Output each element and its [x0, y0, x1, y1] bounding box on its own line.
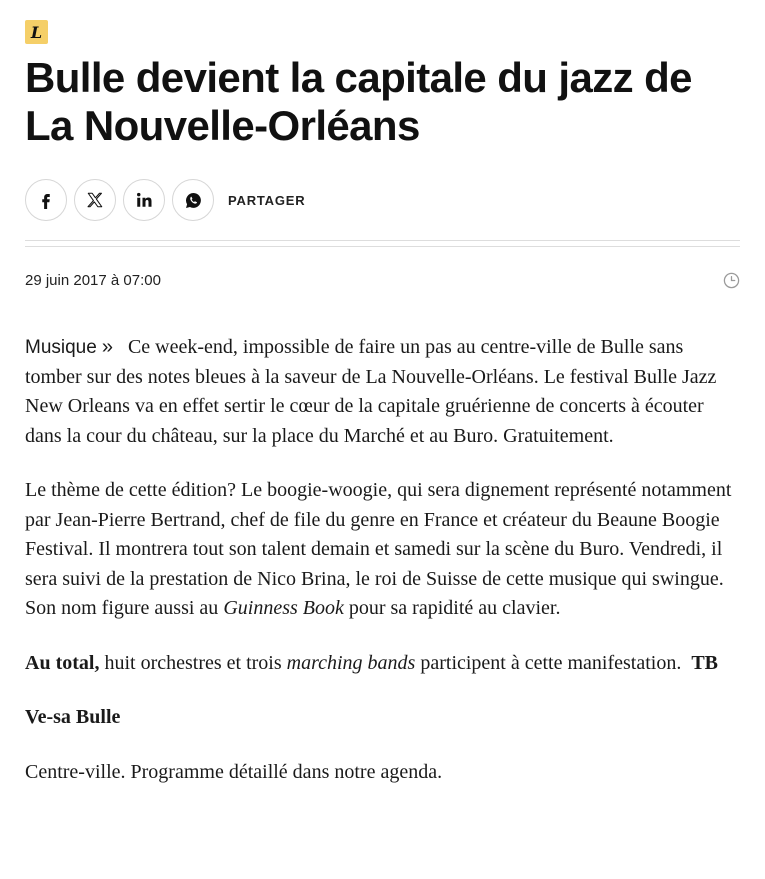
rubric-label[interactable]: Musique [25, 337, 97, 358]
article-body [25, 333, 743, 812]
paragraph-1-text: Ce week-end, impossible de faire un pas au centre-ville de Bulle sans tomber sur des notes bleues à la saveur de La Nouvelle-Orléans. Le festival Bulle Jazz New Orleans va en effet sertir le cœur de la capitale gruérienne de concerts à écouter dans la cour du château, sur la place du Marché et au Buro. Gratuitement. [25, 336, 717, 447]
paragraph-3-italic: marching bands [286, 651, 416, 674]
paragraph-3-text-1: huit orchestres et trois [104, 651, 282, 674]
linkedin-icon [135, 191, 153, 209]
event-dates: Ve-sa Bulle [25, 706, 121, 728]
paragraph-1 [25, 333, 743, 451]
paragraph-3-lead: Au total, [25, 651, 100, 674]
paragraph-2 [25, 476, 743, 624]
clock-icon [723, 272, 740, 289]
x-icon [86, 191, 104, 209]
rubric-separator: » [101, 336, 113, 358]
share-facebook-button[interactable] [25, 179, 67, 221]
event-info: Centre-ville. Programme détaillé dans notre agenda. [25, 760, 443, 783]
paragraph-3 [25, 649, 743, 679]
author-initials: TB [691, 651, 719, 674]
facebook-icon [37, 191, 55, 209]
share-linkedin-button[interactable] [123, 179, 165, 221]
brand-logo-letter: L [30, 22, 43, 42]
publish-date: 29 juin 2017 à 07:00 [25, 271, 161, 289]
whatsapp-icon [184, 191, 203, 210]
paragraph-2-text: Le thème de cette édition? Le boogie-woogie, qui sera dignement représenté notamment par Jean-Pierre Bertrand, chef de file du genre en France et créateur du Beaune Boogie Festival. Il montrera tout son talent demain et samedi sur la scène du Buro. Vendredi, il sera suivi de la prestation de Nico Brina, le roi de Suisse de cette musique qui swingue. Son nom figure aussi au [25, 479, 732, 619]
share-whatsapp-button[interactable] [172, 179, 214, 221]
header-divider [25, 240, 740, 247]
paragraph-2-end: pour sa rapidité au clavier. [348, 597, 561, 619]
brand-logo[interactable] [25, 20, 48, 44]
article-title: Bulle devient la capitale du jazz de La Nouvelle-Orléans [25, 54, 692, 149]
paragraph-3-text-2: participent à cette manifestation. [420, 651, 682, 674]
share-x-button[interactable] [74, 179, 116, 221]
paragraph-2-italic: Guinness Book [223, 597, 344, 619]
share-label: PARTAGER [228, 192, 306, 208]
share-bar [25, 179, 305, 221]
article-meta [25, 268, 740, 292]
